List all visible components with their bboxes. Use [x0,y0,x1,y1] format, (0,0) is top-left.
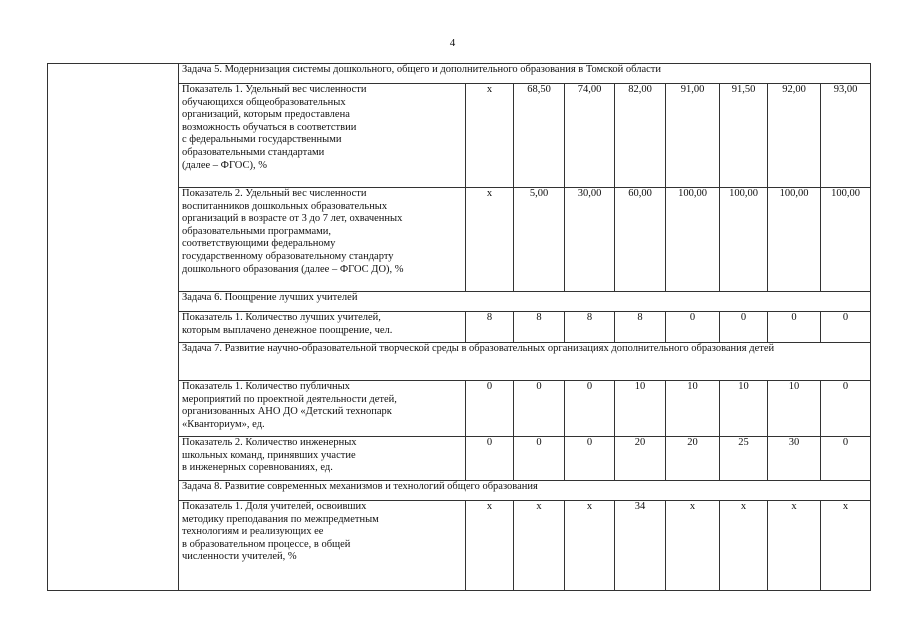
indicator-value-cell: 25 [720,437,768,481]
indicator-value-cell: 8 [466,312,514,343]
indicator-value-cell: 0 [466,437,514,481]
task-row [48,64,871,84]
indicator-value-cell: 5,00 [514,188,565,292]
indicator-value-cell: x [565,501,615,591]
indicator-label: Показатель 1. Удельный вес численности обучающихся общеобразовательных организаций, которым предоставлена возможность обучаться в соответствии с федеральными государственными образовательными стандартами (далее – ФГОС), % [179,84,466,188]
indicator-value-cell: 34 [615,501,666,591]
indicator-value-cell: 74,00 [565,84,615,188]
indicator-value-cell: 0 [768,312,821,343]
indicator-value-cell: 100,00 [666,188,720,292]
indicator-value-cell: 100,00 [720,188,768,292]
indicator-value-cell: 93,00 [821,84,871,188]
indicators-table [47,63,871,591]
indicator-value-cell: x [466,84,514,188]
indicator-value-cell: 0 [720,312,768,343]
indicator-value-cell: 10 [615,381,666,437]
indicator-value-cell: 30,00 [565,188,615,292]
indicator-label: Показатель 1. Доля учителей, освоивших методику преподавания по межпредметным технологиям и реализующих ее в образовательном процессе, в общей численности учителей, % [179,501,466,591]
indicator-value-cell: 10 [768,381,821,437]
indicator-value-cell: 0 [821,312,871,343]
indicator-label: Показатель 2. Удельный вес численности воспитанников дошкольных образовательных организаций в возрасте от 3 до 7 лет, охваченных образовательными программами, соответствующими федеральному государственному образовательному стандарту дошкольного образования (далее – ФГОС ДО), % [179,188,466,292]
indicator-value-cell: 10 [666,381,720,437]
indicator-value-cell: 10 [720,381,768,437]
indicator-value-cell: 0 [466,381,514,437]
indicator-value-cell: 0 [565,437,615,481]
task-title: Задача 7. Развитие научно-образовательной творческой среды в образовательных организациях дополнительного образования детей [179,343,871,381]
task-title: Задача 6. Поощрение лучших учителей [179,292,871,312]
indicator-value-cell: 68,50 [514,84,565,188]
indicator-value-cell: x [821,501,871,591]
indicator-label: Показатель 2. Количество инженерных школьных команд, принявших участие в инженерных соревнованиях, ед. [179,437,466,481]
indicator-value-cell: 100,00 [821,188,871,292]
left-empty-column [48,64,179,591]
indicator-value-cell: 0 [666,312,720,343]
indicator-value-cell: 91,50 [720,84,768,188]
indicator-value-cell: 0 [821,437,871,481]
indicator-label: Показатель 1. Количество публичных мероприятий по проектной деятельности детей, организованных АНО ДО «Детский технопарк «Кванториум», ед. [179,381,466,437]
indicator-value-cell: 82,00 [615,84,666,188]
indicator-value-cell: 100,00 [768,188,821,292]
indicator-value-cell: 60,00 [615,188,666,292]
indicator-value-cell: 8 [615,312,666,343]
indicator-value-cell: 8 [565,312,615,343]
indicator-value-cell: x [466,501,514,591]
indicator-value-cell: 0 [565,381,615,437]
task-title: Задача 5. Модернизация системы дошкольного, общего и дополнительного образования в Томской области [179,64,871,84]
indicator-value-cell: 92,00 [768,84,821,188]
indicator-value-cell: x [466,188,514,292]
indicator-label: Показатель 1. Количество лучших учителей, которым выплачено денежное поощрение, чел. [179,312,466,343]
indicator-value-cell: 8 [514,312,565,343]
indicator-value-cell: 20 [615,437,666,481]
indicator-value-cell: 91,00 [666,84,720,188]
indicator-value-cell: 0 [514,437,565,481]
page-number: 4 [449,37,456,49]
indicator-value-cell: 30 [768,437,821,481]
indicator-value-cell: x [768,501,821,591]
indicator-value-cell: x [666,501,720,591]
indicator-value-cell: 0 [514,381,565,437]
task-title: Задача 8. Развитие современных механизмов и технологий общего образования [179,481,871,501]
indicator-value-cell: 0 [821,381,871,437]
indicator-value-cell: x [514,501,565,591]
indicator-value-cell: x [720,501,768,591]
indicator-value-cell: 20 [666,437,720,481]
